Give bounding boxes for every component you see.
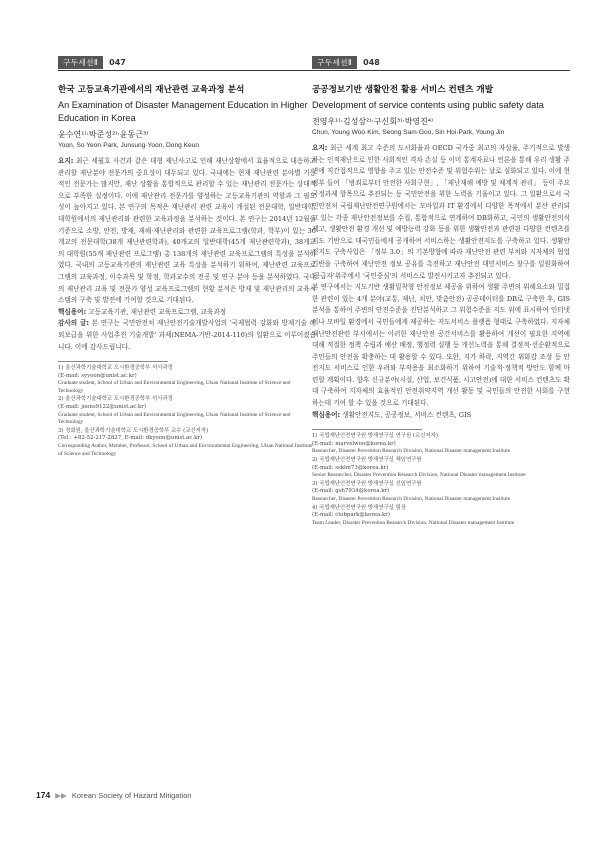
page-number: 174 <box>36 790 51 800</box>
footnote-ko: 1) 울산과학기술대학교 도시환경공학부 석사과정 <box>58 365 173 372</box>
section-tag: 구두세션Ⅱ <box>312 56 357 69</box>
page-footer <box>36 790 564 800</box>
abstract-label: 요지: <box>58 157 74 165</box>
section-header <box>312 56 570 71</box>
footnote-ko: 1) 국립재난안전연구원 방재연구실 연구원 (교신저자) <box>312 433 438 440</box>
abstract <box>312 143 570 421</box>
footnote-en: Team Leader, Disaster Prevention Research Division, National Disaster management Institute <box>312 519 515 526</box>
footnote-en: Corresponding Author, Member, Professor, School of Urban and Environmental Engineering, Ulsan National Institute of Science and Technology <box>58 443 313 457</box>
section-number: 048 <box>363 57 380 67</box>
footnote <box>58 428 316 458</box>
footnote <box>312 433 570 456</box>
footnote-en: Researcher, Disaster Prevention Research Division, National Disaster management Institute <box>312 448 510 455</box>
authors-english: Yoon, So Yeon·Park, Junsung·Yoon, Dong Keun <box>58 142 200 149</box>
thanks-label: 감사의 글: <box>58 319 89 328</box>
double-arrow-icon: ▶▶ <box>55 791 67 800</box>
authors-english: Chun, Young Woo·Kim, Seong Sam·Goo, Sin Hoi·Park, Young Jin <box>312 129 505 136</box>
keywords-text: 생활안전지도, 공공정보, 서비스 컨텐츠, GIS <box>340 410 472 419</box>
left-article <box>58 56 316 459</box>
abstract-label: 요지: <box>312 144 328 152</box>
footnote-ko: 3) 국립재난안전연구원 방재연구실 선임연구원 <box>312 480 422 487</box>
society-name: Korean Society of Hazard Mitigation <box>71 791 192 800</box>
footnote-en: Senior Researcher, Disaster Prevention Research Division, National Disaster management Institute <box>312 472 526 479</box>
footnote-contact: (Tel : +82-52-217-2827, E-mail: dkyoon@unist.ac.kr) <box>58 435 203 442</box>
keywords-text: 고등교육기관, 재난관련 교육프로그램, 교육과정 <box>86 307 227 316</box>
keywords-label: 핵심용어: <box>58 307 87 316</box>
authors-korean: 전영우¹⁾·김성삼²⁾·구신회³⁾·박영진⁴⁾ <box>312 117 434 126</box>
authors-korean: 윤수연¹⁾·박준성²⁾·윤동근³⁾ <box>58 130 149 139</box>
footnote <box>58 365 316 395</box>
title-english: An Examination of Disaster Management Education in Higher Education in Korea <box>58 100 308 123</box>
footnote-en: Graduate student, School of Urban and Environmental Engineering, Ulsan National Institute of Science and Technology <box>58 380 291 394</box>
footnote-en: Researcher, Disaster Prevention Research Division, National Disaster management Institute <box>312 496 510 502</box>
footnote-ko: 2) 국립재난안전연구원 방재연구실 책임연구원 <box>312 457 422 464</box>
thanks-text: 본 연구는 국민안전처 재난안전기술개발사업의 '국제협력 강화와 방재기술 해외보급을 위한 사업추진 기술개발' 과제(NEMA-기반-2014-110)의 일환으로 이루어졌습니다. 이에 감사드립니다. <box>58 319 317 351</box>
title-english: Development of service contents using public safety data <box>312 100 544 110</box>
footnote-ko: 3) 정회원, 울산과학기술대학교 도시환경공학부 교수 (교신저자) <box>58 427 209 434</box>
footnote-ko: 2) 울산과학기술대학교 도시환경공학부 석사과정 <box>58 396 173 403</box>
keywords-label: 핵심용어: <box>312 410 341 419</box>
footnotes <box>312 429 570 527</box>
footnotes <box>58 361 316 458</box>
footnote-contact: (E-mail: clubpark@korea.kr) <box>312 512 390 519</box>
footnote-en: Graduate student, School of Urban and Environmental Engineering, Ulsan National Institute of Science and Technology <box>58 411 291 426</box>
footnote <box>312 481 570 504</box>
footnote <box>312 457 570 480</box>
title-korean: 한국 고등교육기관에서의 재난관련 교육과정 분석 <box>58 85 245 95</box>
footnote-divider <box>312 429 422 430</box>
footnote-divider <box>58 361 168 362</box>
footnote-contact: (E-mail: marvelwoo@korea.kr) <box>312 440 396 447</box>
section-header <box>58 56 316 71</box>
footnote-ko: 4) 국립재난안전연구원 방재연구실 팀장 <box>312 504 406 511</box>
footnote <box>312 505 570 528</box>
abstract <box>58 156 316 353</box>
section-tag: 구두세션Ⅱ <box>58 56 103 69</box>
footnote-contact: (E-mail: joons9122@unist.ac.kr) <box>58 404 146 411</box>
title-korean: 공공정보기반 생활안전 활용 서비스 컨텐츠 개발 <box>312 85 493 95</box>
footnote-contact: (E-mail: syyoon@unist.ac.kr) <box>58 372 137 379</box>
footnote-contact: (E-mail: gsh7934@korea.kr) <box>312 488 390 495</box>
abstract-text: 최근 세계 최고 수준의 도시화율과 OECD 국가중 최고의 자살율, 주기적으로 발생하는 인적재난으로 인한 사회적인 격차 손실 등 이미 통계자료나 언론을 통해 우리 생활 주변에 직간접적으로 영향을 주고 있는 안전수준 및 위험수위는 날로 심화되고 있다. 이에 현 정부 들어 「범죄로부터 안전한 사회구현」, 「재난재해 예방 및 체계적 관리」 등이 주요 국정과제 항목으로 추진되는 등 국민안전을 위한 노력을 기울이고 있다. 그 일환으로서 국민안전처 국립재난안전연구원에서는 모바일과 IT 환경에서 다양한 목적에서 분산 관리되고 있는 각종 재난안전정보를 수집, 통합적으로 연계하여 DB화하고, 국민의 생활안전의식 제고, 생활안전 환경 개선 및 예방능력 강화 등을 위한 생활안전과 관련된 다양한 컨텐츠를 지도 기반으로 대국민들에게 공개하여 서비스하는 생활안전지도를 구축하고 있다. 생활안전지도 구축사업은 「정부 3.0」의 기본방향에 따라 재난안전 관련 부처와 지자체의 협업기반을 구축하여 재난안전 정보 공유를 촉진하고 재난안전 대민서비스 창구를 일원화하여 '공급자'위주에서 '국민중심'의 서비스로 발전시키고자 추진되고 있다. <box>312 144 570 280</box>
footnote <box>58 396 316 426</box>
section-number: 047 <box>109 57 126 67</box>
right-article <box>312 56 570 528</box>
abstract-paragraph-2: 본 연구에서는 지도기반 생활밀착형 안전정보 제공을 위하여 생활 주변의 위해요소와 밀접한 관련이 있는 4개 분야(교통, 재난, 치안, 맞춤안전) 공공데이터를 DB로 구축한 후, GIS 분석을 통하여 주변의 안전수준을 진단분석하고 그 위험수준을 지도 위에 표시하여 인터넷이나 모바일 환경에서 국민들에게 제공하는 지도서비스 플랫폼 형태로 구축하였다. 지자체 재난안전관련 부서에서는 이러한 재난안전 공간서비스를 활용하여 개선이 필요한 지역에 대해 적절한 정책 수립과 예산 배정, 행정력 실행 등 개선노력을 통해 결정적·선순환적으로 주민들의 안전을 확충하는 데 활용할 수 있다. 또한, 지가 하락, 지역간 위화감 조성 등 안전지도 서비스로 인한 우려와 부작용을 최소화하기 위하여 기술적·정책적 방안도 함께 마련할 계획이다. 향후 신규분야(시설, 산업, 보건식품, 시고안전)에 대한 서비스 컨텐츠도 확대 구축하여 지자체의 효율적인 안전취약지역 개선 활동 및 국민들의 안전한 사회를 구현하는데 기여 할 수 있을 것으로 기대된다. <box>312 283 570 408</box>
footnote-contact: (E-mail: sskim73@korea.kr) <box>312 464 389 471</box>
abstract-text: 최근 세월호 사건과 같은 대형 재난사고로 인해 재난상황에서 효율적으로 대응하고 관리할 재난분야 전문가의 중요성이 대두되고 있다. 국내에는 현재 재난관련 분야별 기능적인 전문가는 많지만, 재난 상황을 통합적으로 관리할 수 있는 재난관리 전문가는 상대적으로 부족한 실정이다. 이에 재난관리 전문가를 양성하는 고등교육기관의 역할과 그 필요성이 높아지고 있다. 본 연구의 목적은 재난관리 관련 교육이 개설된 전문대학, 일반대학, 대학원에서의 재난관리와 관련한 교육과정을 분석하는 것이다. 본 연구는 2014년 12월을 기준으로 소방, 안전, 방재, 재해·재난관리와 관련한 교육프로그램(학과, 학부)이 있는 36개교의 전문대학(38개 재난관련학과), 40개교의 일반대학(45개 재난관련학과), 38개교의 대학원(55개 재난관련 프로그램) 총 138개의 재난관련 교육프로그램의 특성을 분석하였다. 국내의 고등교육기관의 재난관련 교육 특성을 분석하기 위하여, 재난관련 교육프로그램의 교육과정, 이수과목 및 학점, 학과교수의 전공 및 연구 분야 등을 분석하였다. 국내의 재난관리 교육 및 전문가 양성 교육프로그램의 현황 분석은 방재 및 재난관리의 교육시스템의 구축 및 발전에 기여할 것으로 기대된다. <box>58 157 316 305</box>
